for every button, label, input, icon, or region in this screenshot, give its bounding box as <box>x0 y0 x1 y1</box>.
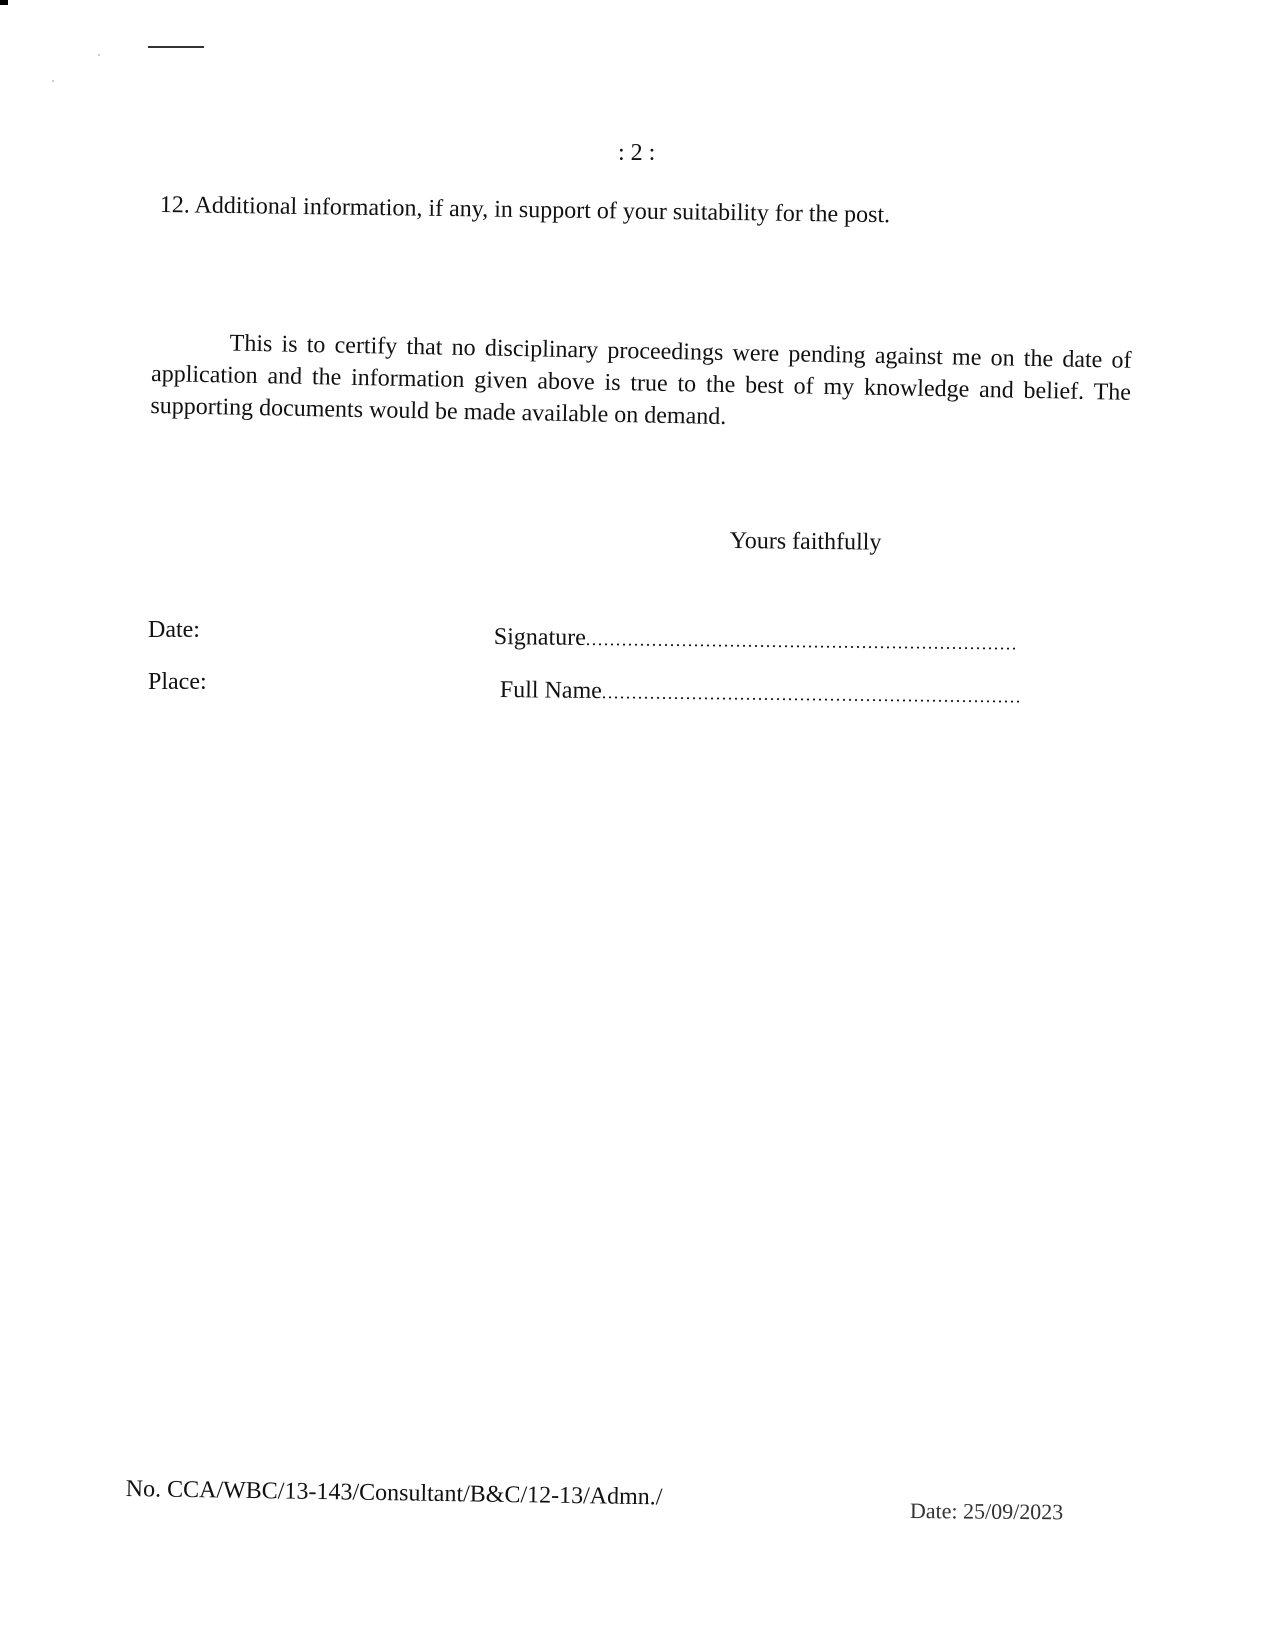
certification-paragraph: This is to certify that no disciplinary proceedings were pending against me on the date of application and the information given above is true to the best of my knowledge and belief. The supporting documents would be made available on demand. <box>150 330 1132 431</box>
signature-line <box>494 624 1018 656</box>
reference-date: Date: 25/09/2023 <box>909 1498 1064 1525</box>
full-name-label: Full Name <box>499 677 602 705</box>
page-number: : 2 : <box>618 140 656 166</box>
scan-dash-mark <box>148 46 204 48</box>
signature-dots: ........................................................................ <box>585 628 1018 654</box>
closing-salutation: Yours faithfully <box>729 528 882 556</box>
scan-corner-mark <box>0 0 8 5</box>
reference-number: No. CCA/WBC/13-143/Consultant/B&C/12-13/Admn./ <box>125 1476 663 1511</box>
full-name-dots: ...................................................................... <box>601 682 1022 707</box>
signature-label: Signature <box>493 624 586 651</box>
date-label: Date: <box>148 617 200 643</box>
place-label: Place: <box>148 669 207 695</box>
item-12-heading: 12. Additional information, if any, in support of your suitability for the post. <box>159 192 891 229</box>
scan-speck <box>98 54 100 56</box>
full-name-line <box>500 677 1022 709</box>
scan-speck <box>52 80 54 82</box>
